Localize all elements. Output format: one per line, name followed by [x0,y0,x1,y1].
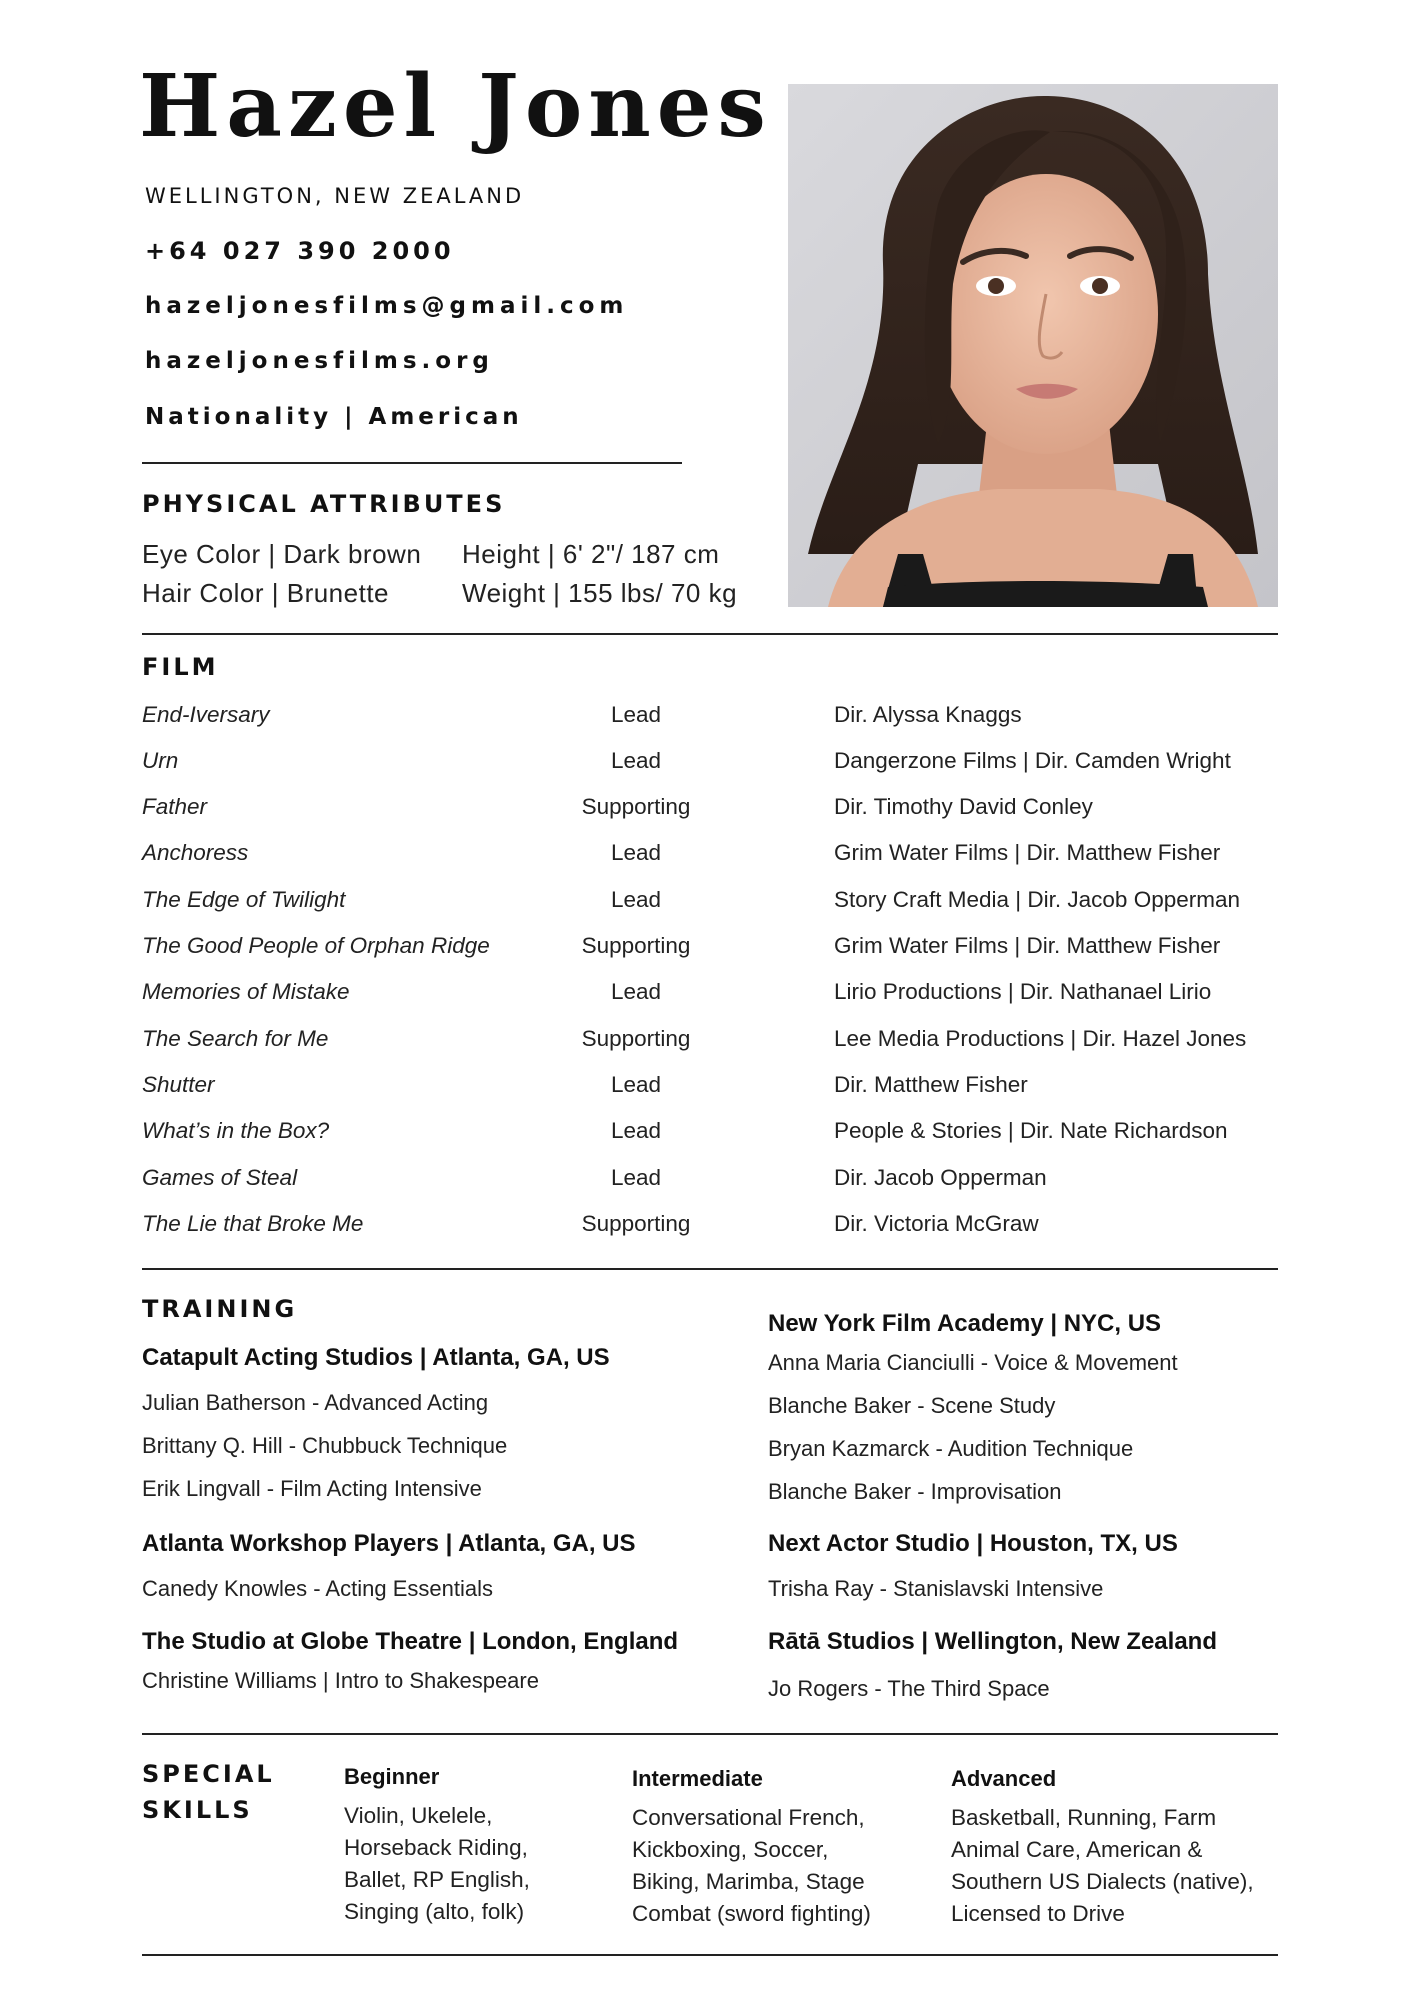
special-skills-heading-line1: SPECIAL [142,1760,275,1788]
film-credit: Lirio Productions | Dir. Nathanael Lirio [834,979,1212,1004]
eye-color: Eye Color | Dark brown [142,539,422,569]
phone-number: +64 027 390 2000 [145,237,455,265]
training-school: Atlanta Workshop Players | Atlanta, GA, US [142,1530,636,1557]
training-course: Blanche Baker - Scene Study [768,1393,1056,1418]
physical-attributes-heading: PHYSICAL ATTRIBUTES [142,490,506,518]
training-school: New York Film Academy | NYC, US [768,1310,1162,1337]
film-credit: People & Stories | Dir. Nate Richardson [834,1118,1228,1143]
film-role: Supporting [581,794,691,819]
skill-level-intermediate: Intermediate [632,1766,763,1791]
training-course: Bryan Kazmarck - Audition Technique [768,1436,1134,1461]
film-role: Supporting [581,1026,691,1051]
location: WELLINGTON, NEW ZEALAND [145,184,525,208]
height: Height | 6' 2"/ 187 cm [462,539,720,569]
film-title: What’s in the Box? [142,1118,330,1143]
training-school: Next Actor Studio | Houston, TX, US [768,1530,1178,1557]
film-credit: Lee Media Productions | Dir. Hazel Jones [834,1026,1247,1051]
film-credit: Grim Water Films | Dir. Matthew Fisher [834,840,1221,865]
training-course: Brittany Q. Hill - Chubbuck Technique [142,1433,508,1458]
film-credit: Grim Water Films | Dir. Matthew Fisher [834,933,1221,958]
film-credit: Story Craft Media | Dir. Jacob Opperman [834,887,1240,912]
training-course: Blanche Baker - Improvisation [768,1479,1062,1504]
training-school: The Studio at Globe Theatre | London, England [142,1628,679,1655]
film-title: Anchoress [142,840,249,865]
training-course: Erik Lingvall - Film Acting Intensive [142,1476,482,1501]
film-title: The Edge of Twilight [142,887,346,912]
training-school: Rātā Studios | Wellington, New Zealand [768,1628,1217,1655]
bottom-divider [142,1954,1278,1956]
training-course: Christine Williams | Intro to Shakespeare [142,1668,539,1693]
section-divider-film [142,633,1278,635]
actor-name: Hazel Jones [139,56,772,157]
film-role: Lead [610,1072,662,1097]
skill-list-advanced: Basketball, Running, Farm Animal Care, American & Southern US Dialects (native), Licensed to Drive [951,1805,1254,1926]
training-course: Anna Maria Cianciulli - Voice & Movement [768,1350,1178,1375]
film-title: Father [142,794,208,819]
headshot-photo [788,84,1278,607]
film-title: Shutter [142,1072,215,1097]
film-role: Lead [610,887,662,912]
film-role: Lead [610,1118,662,1143]
film-title: End-Iversary [142,702,270,727]
section-divider-training [142,1268,1278,1270]
film-credit: Dir. Victoria McGraw [834,1211,1039,1236]
film-credit: Dir. Alyssa Knaggs [834,702,1022,727]
film-title: The Lie that Broke Me [142,1211,364,1236]
email-address: hazeljonesfilms@gmail.com [145,293,629,319]
film-role: Lead [610,702,662,727]
training-course: Canedy Knowles - Acting Essentials [142,1576,493,1601]
header-divider [142,462,682,464]
film-role: Lead [610,979,662,1004]
film-title: Games of Steal [142,1165,298,1190]
film-title: The Good People of Orphan Ridge [142,933,490,958]
film-role: Lead [610,840,662,865]
special-skills-heading-line2: SKILLS [142,1796,253,1824]
film-heading: FILM [142,653,219,681]
film-role: Lead [610,1165,662,1190]
film-credit: Dangerzone Films | Dir. Camden Wright [834,748,1231,773]
training-school: Catapult Acting Studios | Atlanta, GA, US [142,1344,610,1371]
film-title: Urn [142,748,179,773]
film-title: Memories of Mistake [142,979,350,1004]
training-course: Julian Batherson - Advanced Acting [142,1390,489,1415]
film-credit: Dir. Matthew Fisher [834,1072,1028,1097]
training-course: Trisha Ray - Stanislavski Intensive [768,1576,1104,1601]
weight: Weight | 155 lbs/ 70 kg [462,578,738,608]
film-title: The Search for Me [142,1026,329,1051]
skill-level-beginner: Beginner [344,1764,440,1789]
film-credit: Dir. Timothy David Conley [834,794,1093,819]
film-role: Supporting [581,1211,691,1236]
skill-level-advanced: Advanced [951,1766,1057,1791]
skill-list-beginner: Violin, Ukelele, Horseback Riding, Ballet, RP English, Singing (alto, folk) [344,1803,530,1924]
skill-list-intermediate: Conversational French, Kickboxing, Soccer, Biking, Marimba, Stage Combat (sword fighting) [632,1805,871,1926]
nationality: Nationality | American [145,404,523,430]
film-credit: Dir. Jacob Opperman [834,1165,1047,1190]
hair-color: Hair Color | Brunette [142,578,390,608]
website: hazeljonesfilms.org [145,348,494,374]
film-role: Supporting [581,933,691,958]
training-heading: TRAINING [142,1295,298,1323]
section-divider-skills [142,1733,1278,1735]
training-course: Jo Rogers - The Third Space [768,1676,1050,1701]
film-role: Lead [610,748,662,773]
